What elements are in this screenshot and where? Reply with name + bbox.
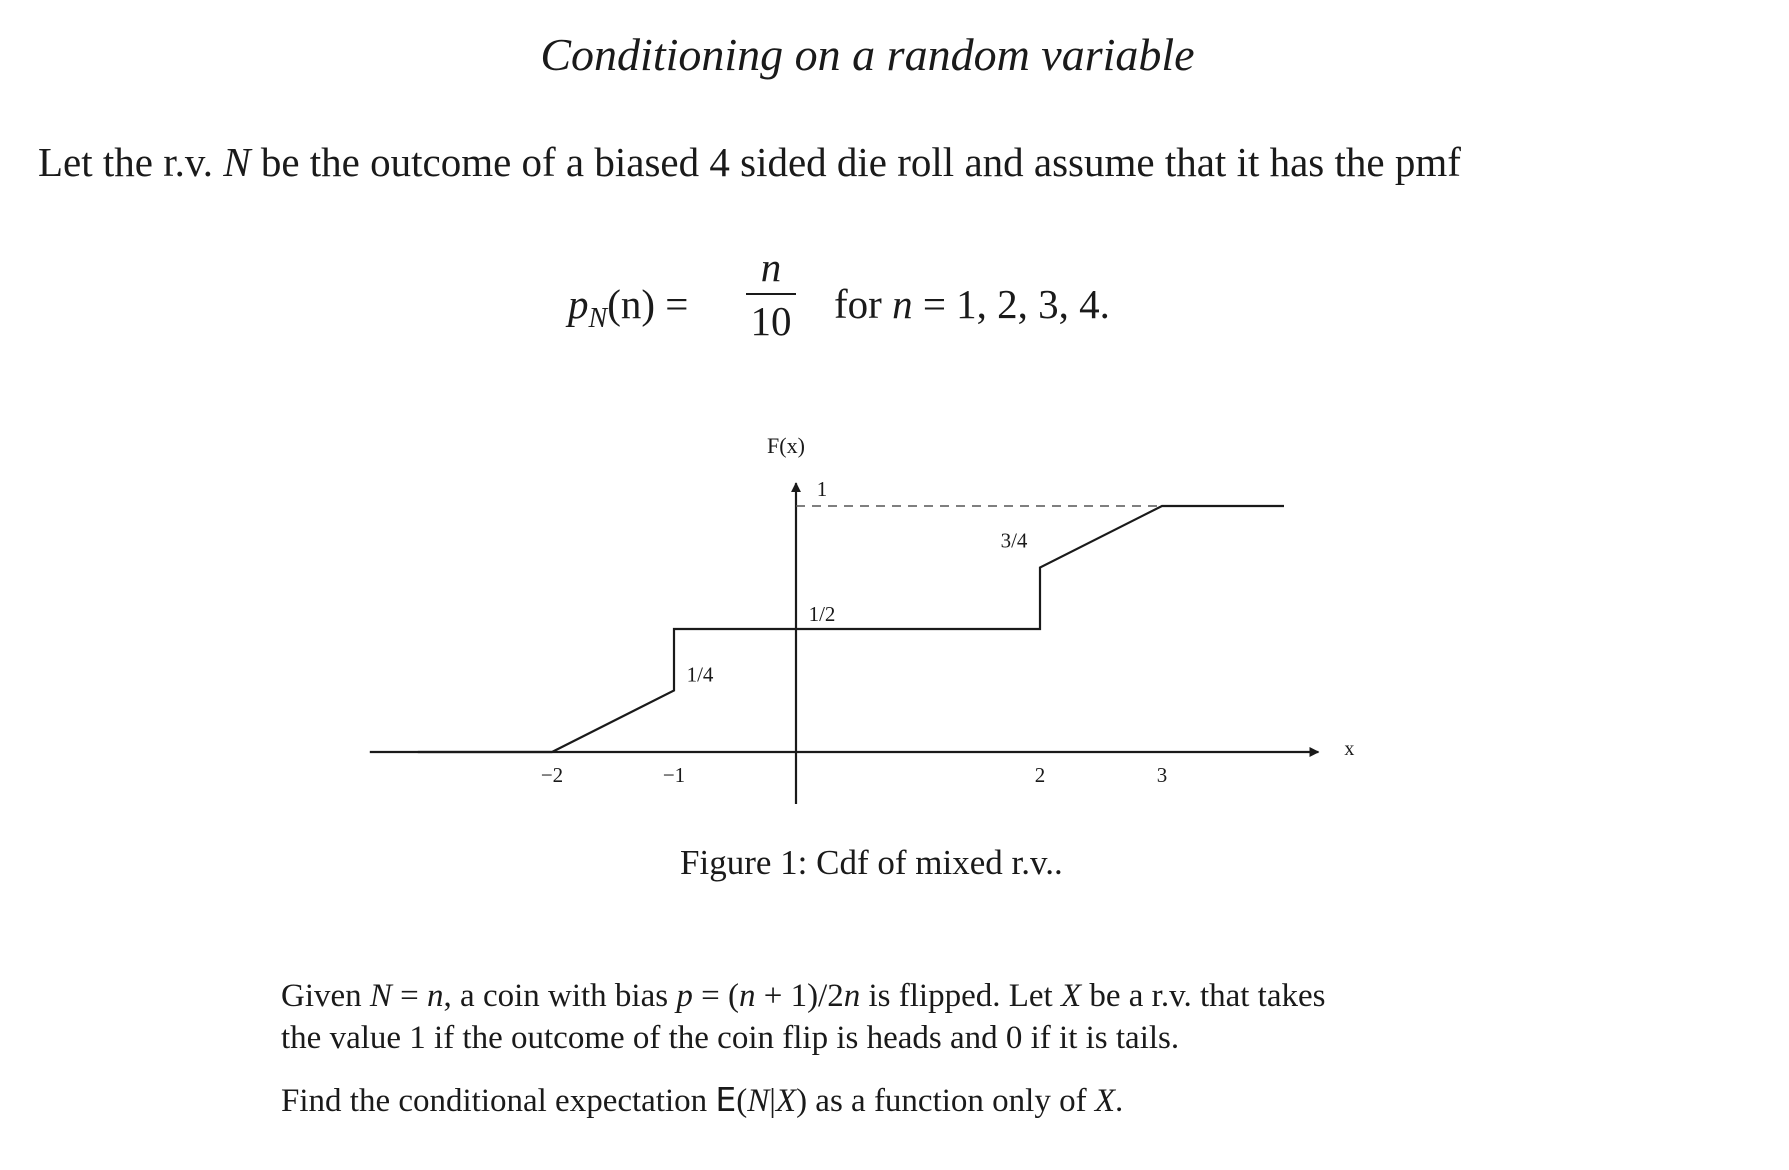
x-tick-label-0: −2 [540,763,564,787]
text-bar: | [769,1083,776,1119]
var-N-q: N [747,1083,770,1119]
formula-p: p [568,281,589,327]
intro-text-before: Let the r.v. [38,139,224,185]
x-tick-label-2: 2 [1034,763,1046,787]
var-N: N [369,978,392,1014]
y-axis-label: F(x) [767,433,805,459]
text-find: Find the conditional expectation [281,1083,716,1119]
x-tick-label-3: 3 [1156,763,1168,787]
text-equals: = [391,978,428,1014]
figure-caption: Figure 1: Cdf of mixed r.v.. [680,843,1063,882]
var-n: n [427,978,444,1014]
formula-denominator: 10 [750,298,792,344]
var-n-3: n [843,978,861,1014]
var-X-q: X [775,1083,797,1119]
var-X-end: X [1094,1083,1115,1119]
cdf-series-line-0 [418,506,1284,752]
x-tick-label-1: −1 [662,763,686,787]
problem-line-1 [281,978,1325,1015]
problem-line-2: the value 1 if the outcome of the coin flip is heads and 0 if it is tails. [281,1020,1180,1056]
formula-numerator: n [760,244,782,290]
text-plus-one: + 1)/2 [755,978,844,1014]
formula-rhs-variable: n [892,281,913,327]
formula-subscript: N [588,303,608,335]
annotation-0: 1 [816,477,828,501]
var-p: p [676,978,693,1014]
text-period: . [1115,1083,1124,1119]
problem-question [281,1080,1123,1120]
text-is-flipped: is flipped. Let [860,978,1061,1014]
text-coin-bias: , a coin with bias [443,978,677,1014]
intro-text-after: be the outcome of a biased 4 sided die roll and assume that it has the pmf [250,139,1461,185]
text-function-of: ) as a function only of [796,1083,1095,1119]
var-X: X [1060,978,1082,1014]
var-n-2: n [738,978,756,1014]
annotation-3: 1/4 [686,662,714,687]
x-axis-label: x [1344,738,1355,760]
formula-values: = 1, 2, 3, 4. [912,281,1110,327]
formula-argument: (n) = [607,281,689,327]
intro-variable: N [223,139,251,185]
text-open-paren: = ( [692,978,739,1014]
page-title: Conditioning on a random variable [540,29,1195,80]
formula-for: for [834,281,893,327]
text-given: Given [281,978,370,1014]
expectation-E: E [715,1080,737,1119]
text-be-rv: be a r.v. that takes [1081,978,1326,1014]
text-paren-open: ( [736,1083,748,1119]
annotation-2: 1/2 [808,602,836,626]
annotation-1: 3/4 [1000,528,1028,553]
